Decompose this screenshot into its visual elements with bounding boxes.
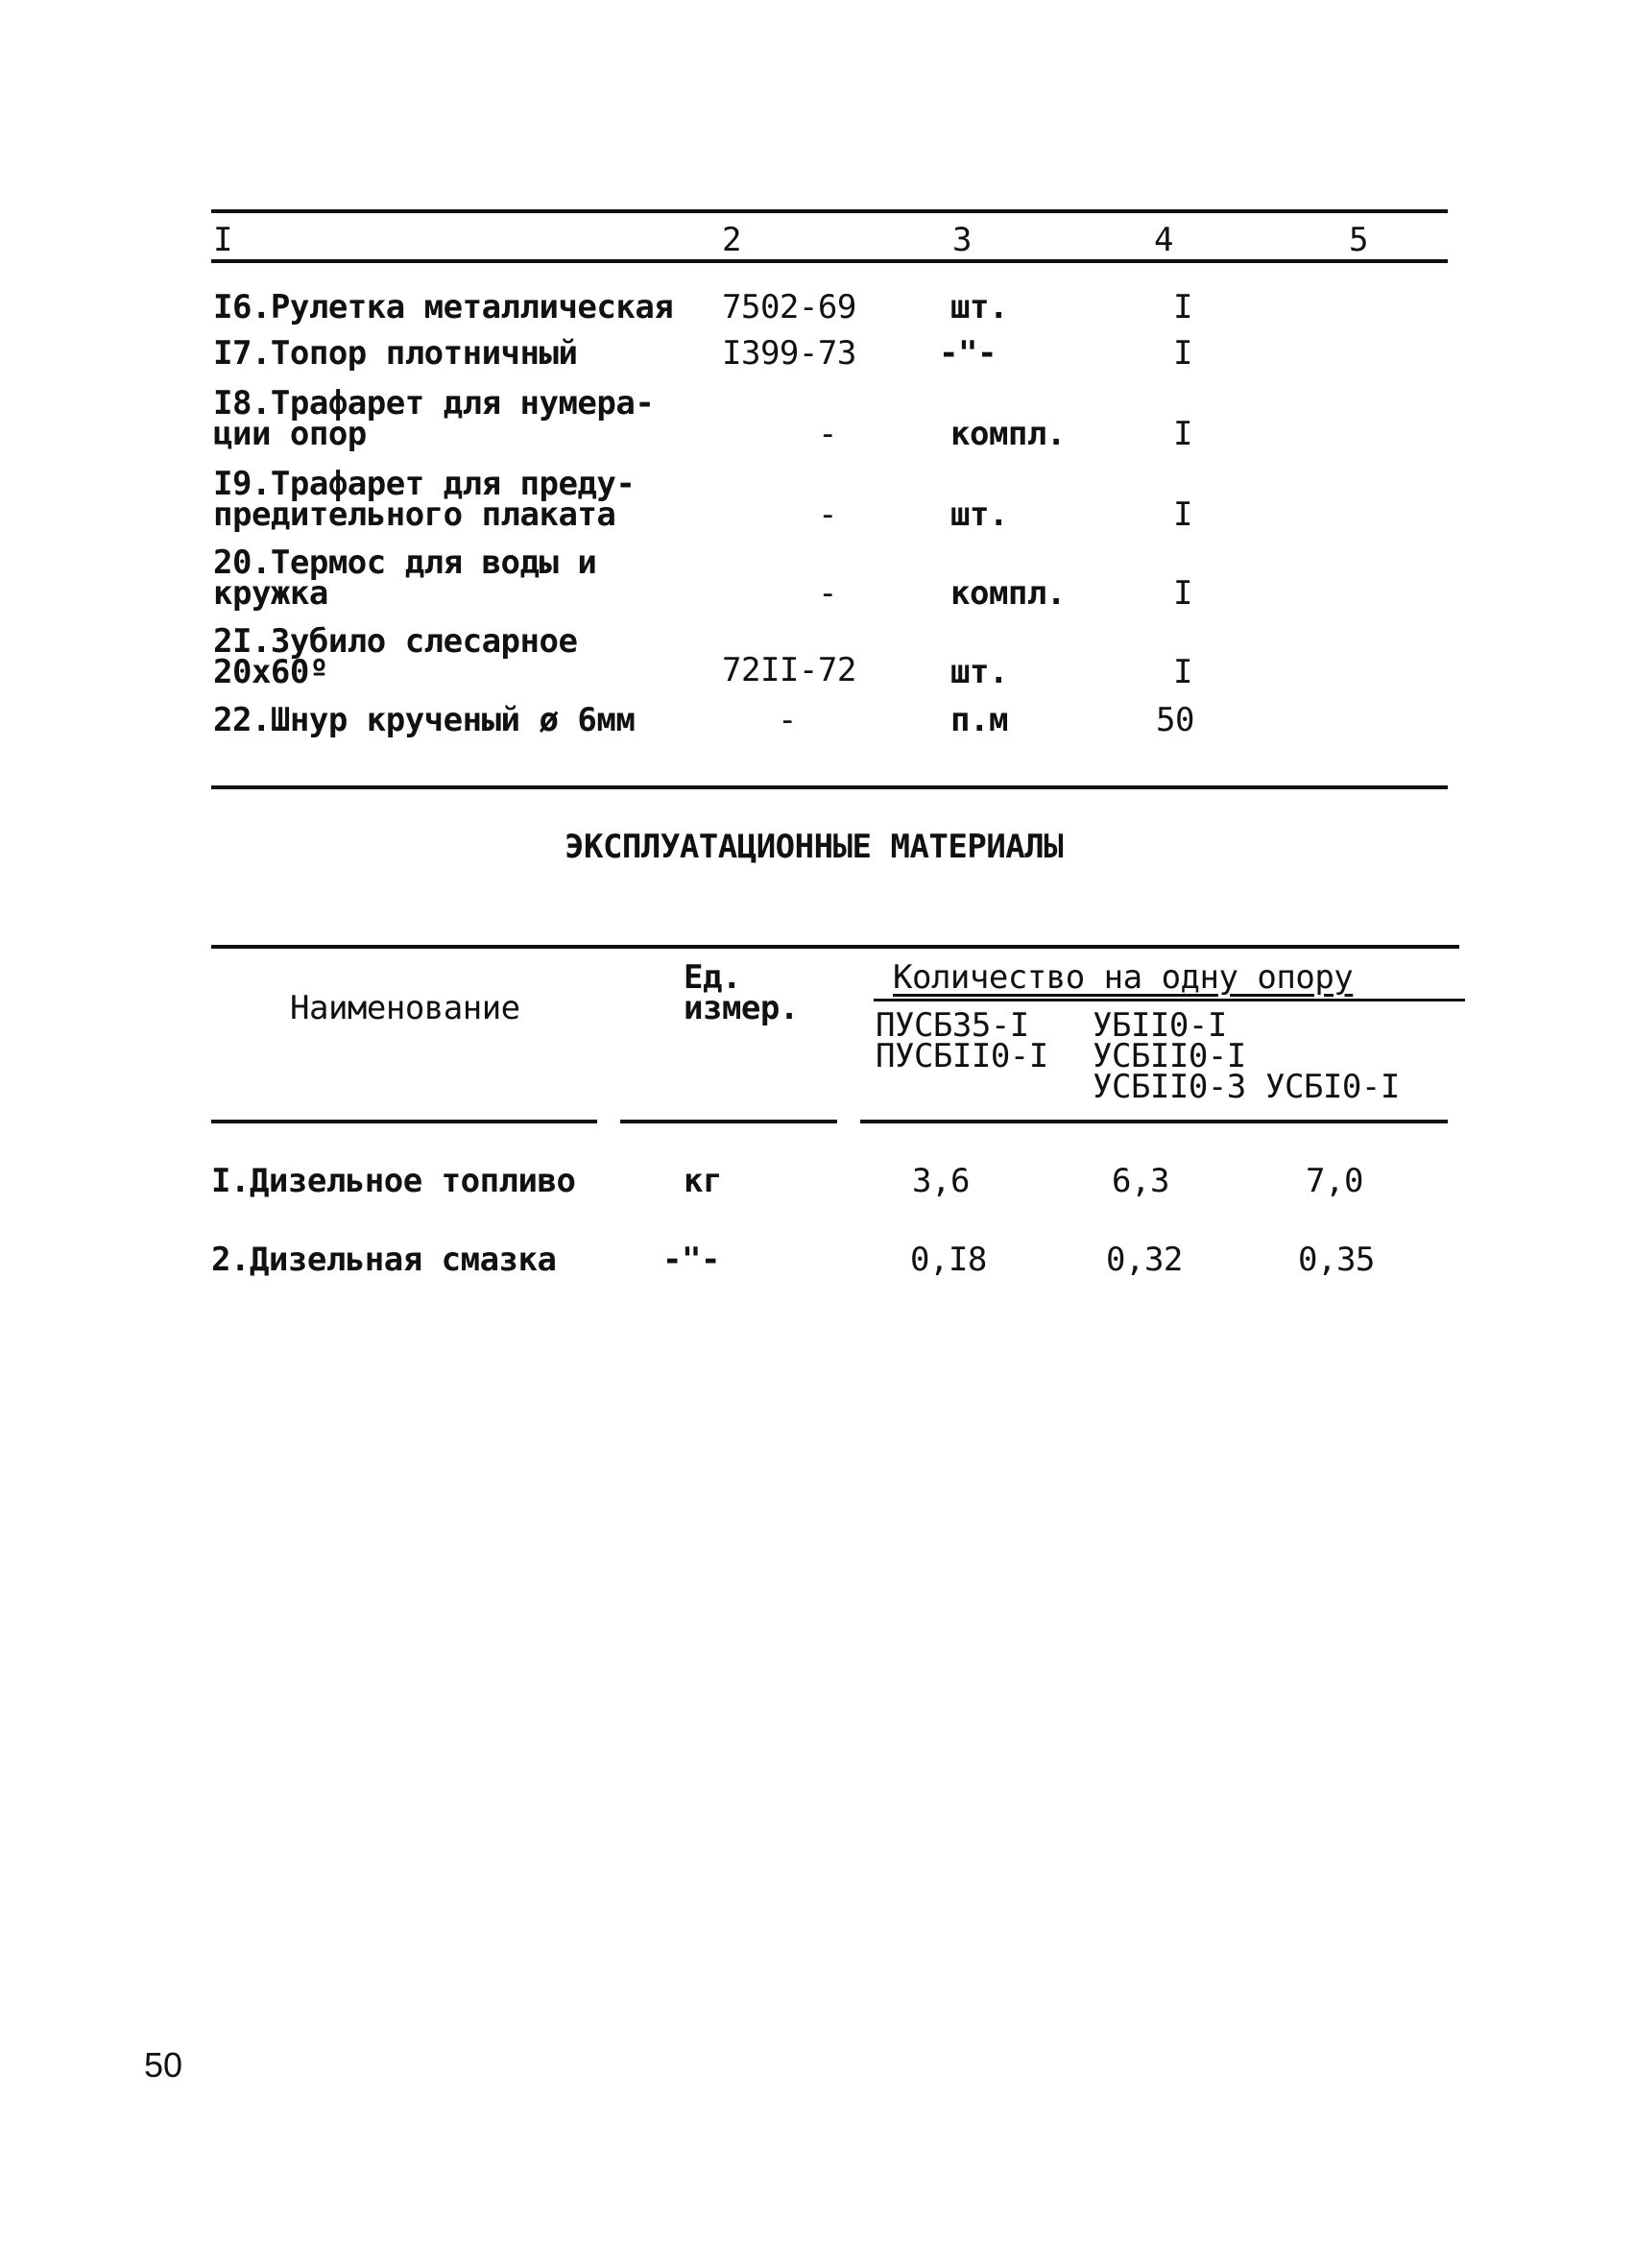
table-header-rule — [211, 259, 1448, 263]
materials-header-rule-left — [211, 1120, 597, 1123]
table-row-name: I7.Топор плотничный — [213, 334, 578, 373]
materials-row-unit: кг — [684, 1162, 722, 1200]
materials-row-value-2: 0,32 — [1106, 1241, 1183, 1279]
table-row-unit: шт. — [950, 495, 1008, 534]
materials-row-value-2: 6,3 — [1112, 1162, 1169, 1200]
subheader-col3-line3: УСБI0-I — [1265, 1068, 1400, 1106]
table-top-rule — [211, 209, 1448, 213]
table-row-unit: -"- — [939, 334, 997, 373]
column-header-3: 3 — [952, 221, 972, 259]
table-row-name: 22.Шнур крученый ø 6мм — [213, 701, 636, 739]
column-header-1: I — [213, 221, 232, 259]
materials-header-unit-1: Ед. — [684, 958, 741, 997]
materials-row-value-1: 0,I8 — [910, 1241, 987, 1279]
table-row-gost: 72II-72 — [722, 651, 856, 689]
subheader-col2-line2: УСБII0-I — [1093, 1037, 1246, 1075]
subheader-col2-line1: УБII0-I — [1093, 1006, 1227, 1045]
materials-header-rule-right — [860, 1120, 1448, 1123]
materials-header-rule-mid — [620, 1120, 837, 1123]
materials-header-name: Наименование — [290, 989, 520, 1027]
table-row-qty: I — [1173, 288, 1192, 326]
materials-row-value-3: 0,35 — [1298, 1241, 1375, 1279]
page-number: 50 — [144, 2045, 183, 2085]
table-row-name: I6.Рулетка металлическая — [213, 288, 674, 326]
table-row-qty: 50 — [1156, 701, 1194, 739]
table-row-name: I8.Трафарет для нумера- ции опор — [213, 384, 655, 453]
table-row-name: 20.Термос для воды и кружка — [213, 543, 597, 613]
table-row-name: I9.Трафарет для преду- предительного плаката — [213, 465, 636, 534]
table-row-gost: 7502-69 — [722, 288, 856, 326]
table-row-unit: шт. — [950, 653, 1008, 691]
materials-row-name: I.Дизельное топливо — [211, 1162, 576, 1200]
table-row-unit: компл. — [950, 574, 1066, 613]
section-title: ЭКСПЛУАТАЦИОННЫЕ МАТЕРИАЛЫ — [565, 828, 1064, 866]
table-row-gost: - — [818, 415, 837, 453]
materials-header-unit-2: измер. — [684, 989, 799, 1027]
table-row-name: 2I.Зубило слесарное 20х60º — [213, 622, 578, 691]
column-header-5: 5 — [1349, 221, 1368, 259]
table-row-unit: шт. — [950, 288, 1008, 326]
table-row-qty: I — [1173, 495, 1192, 534]
table-row-gost: - — [818, 574, 837, 613]
subheader-col1-line2: ПУСБII0-I — [876, 1037, 1048, 1075]
table-row-unit: компл. — [950, 415, 1066, 453]
materials-row-value-1: 3,6 — [912, 1162, 970, 1200]
column-header-4: 4 — [1154, 221, 1173, 259]
subheader-col1-line1: ПУСБ35-I — [876, 1006, 1029, 1045]
table-row-unit: п.м — [950, 701, 1008, 739]
table-row-gost: - — [778, 701, 797, 739]
materials-row-unit: -"- — [662, 1241, 720, 1279]
table-row-qty: I — [1173, 574, 1192, 613]
materials-row-value-3: 7,0 — [1306, 1162, 1363, 1200]
materials-top-rule — [211, 945, 1459, 949]
table-row-gost: I399-73 — [722, 334, 856, 373]
column-header-2: 2 — [722, 221, 741, 259]
table-row-qty: I — [1173, 334, 1192, 373]
table-row-qty: I — [1173, 653, 1192, 691]
materials-header-quantity: Количество на одну опору — [893, 958, 1354, 997]
subheader-col2-line3: УСБII0-3 — [1093, 1068, 1246, 1106]
table-row-qty: I — [1173, 415, 1192, 453]
table-bottom-rule — [211, 785, 1448, 789]
materials-subheader-rule — [874, 999, 1465, 1001]
table-row-gost: - — [818, 495, 837, 534]
materials-row-name: 2.Дизельная смазка — [211, 1241, 557, 1279]
